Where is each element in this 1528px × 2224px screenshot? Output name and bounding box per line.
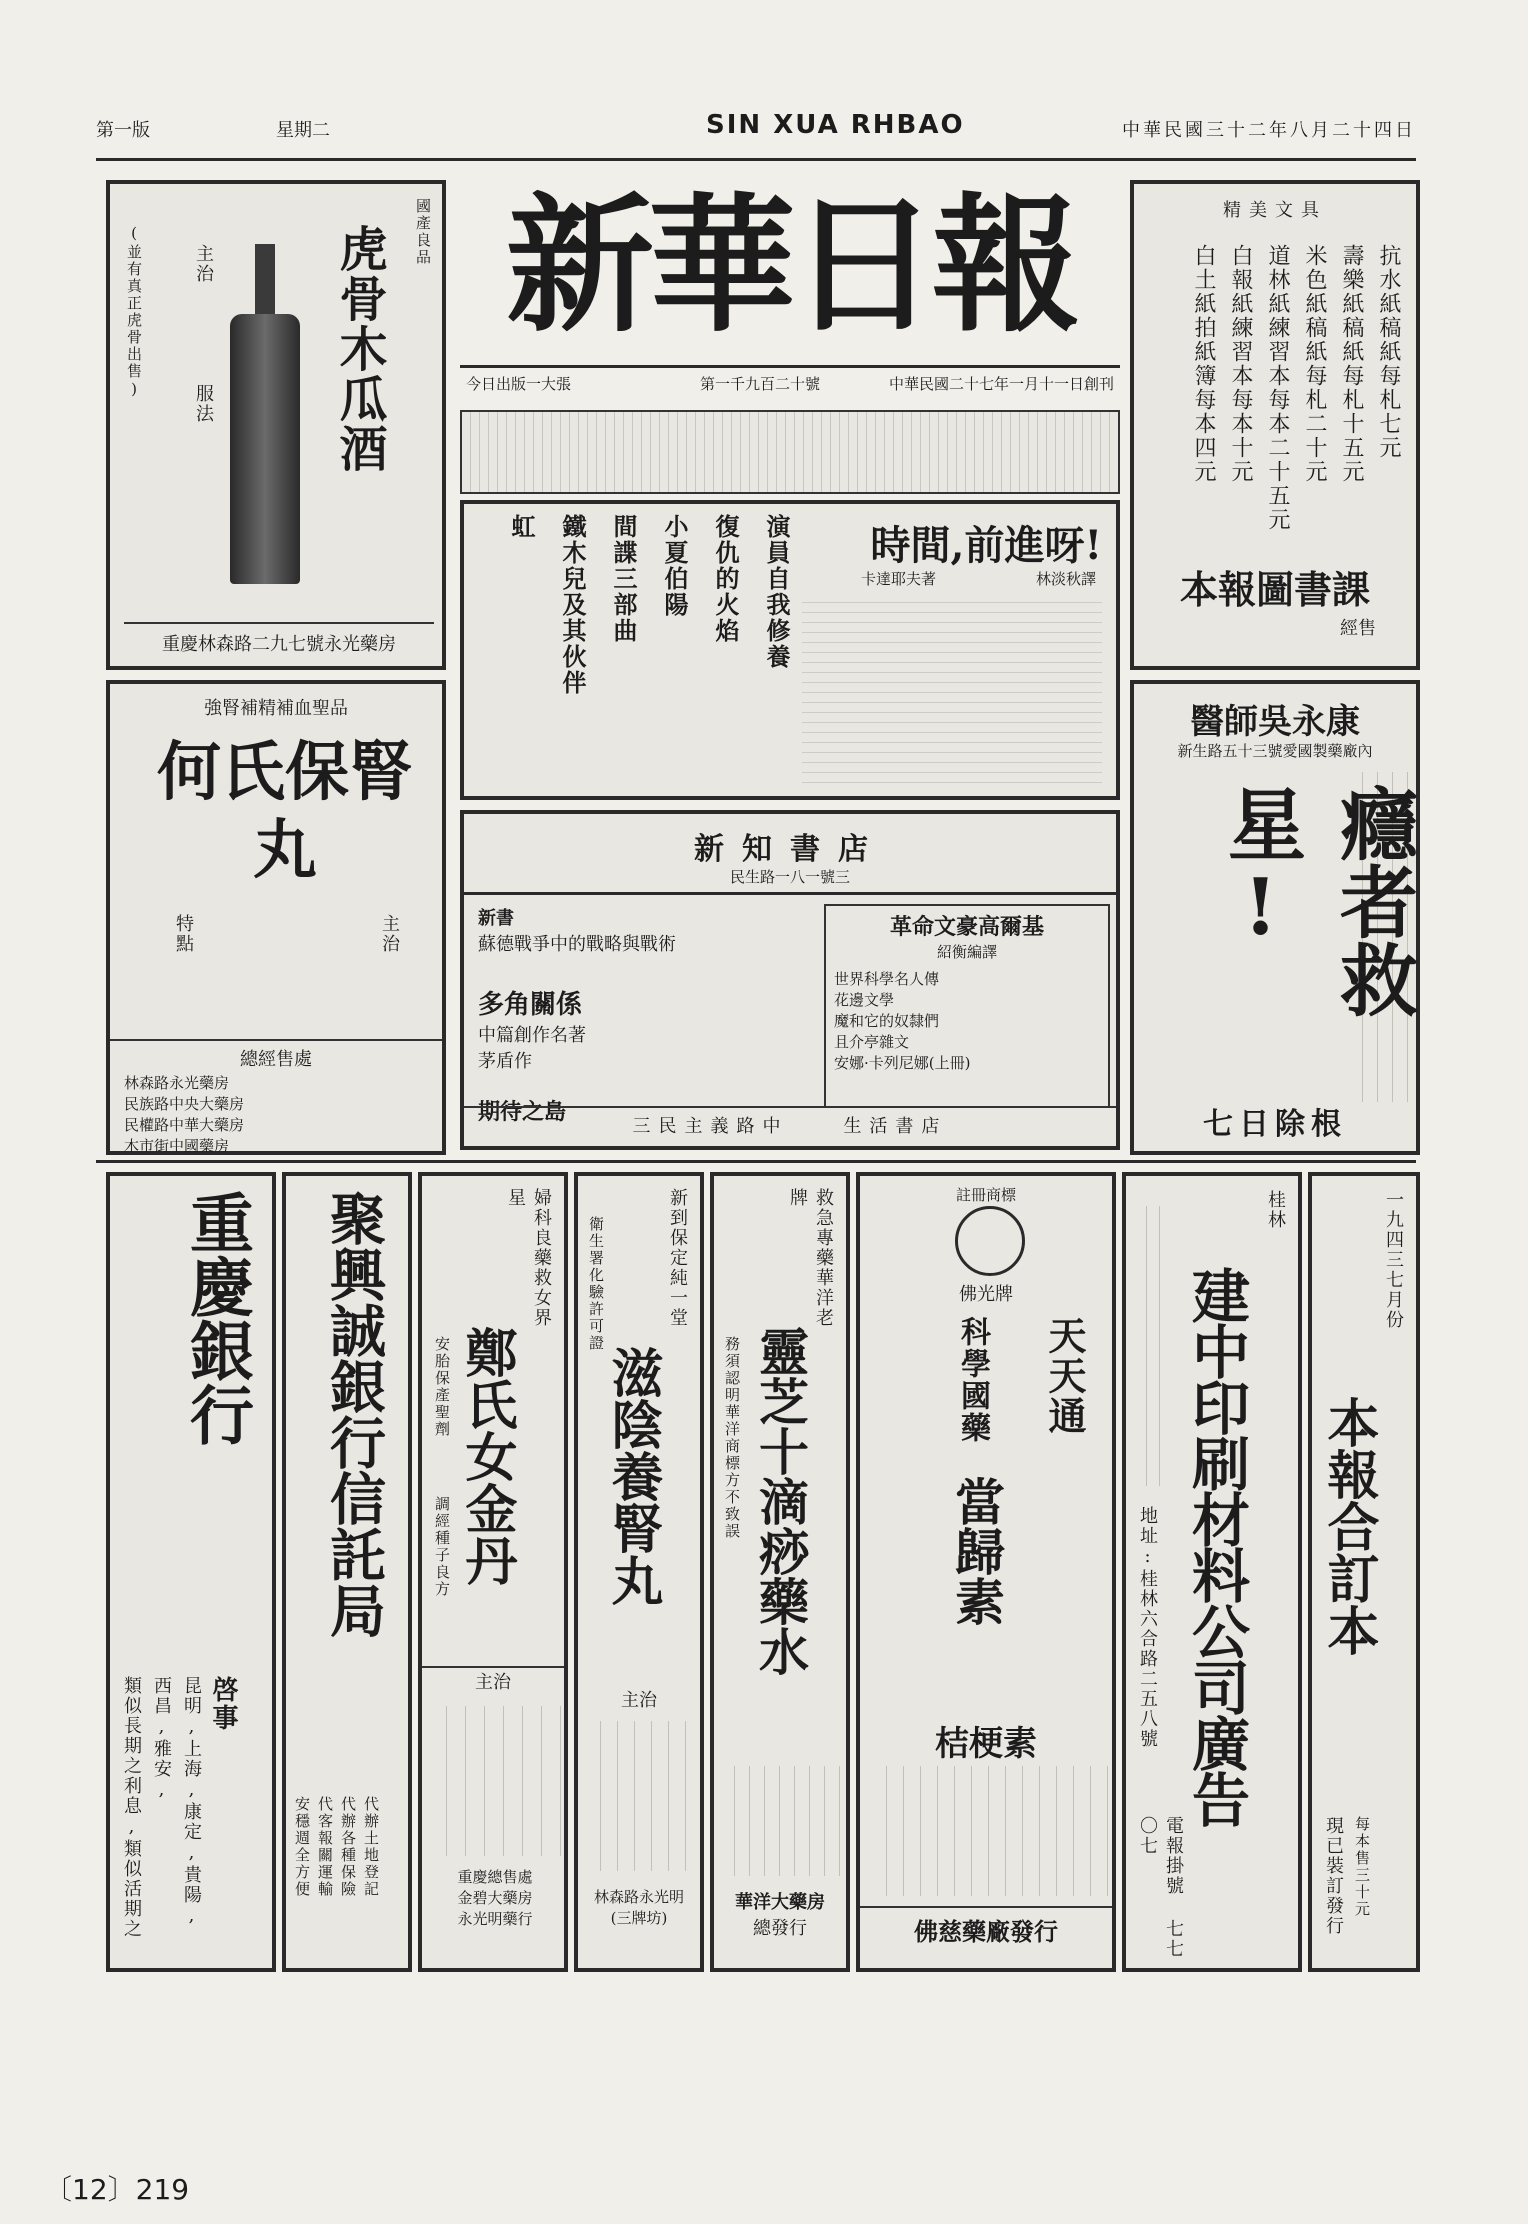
times-translator: 林淡秋譯 [1035,570,1096,588]
bank1-line: 西昌,雅安, [151,1676,172,1802]
doctor-address: 新生路五十三號愛國製藥廠內 [1177,742,1373,760]
pill4-product3: 桔梗素 [935,1724,1037,1764]
stationery-note: 經售 [1340,618,1376,639]
masthead-subline-right: 今日出版一大張 [466,375,572,393]
pill1-product: 鄭氏女金丹 [456,1326,517,1586]
bank2-line: 代客報關運輸 [316,1796,334,1898]
bank2-line: 安穩週全方便 [293,1796,311,1898]
stationery-item: 白土紙拍紙簿每本四元 [1191,244,1216,484]
new-books-label: 新書 [478,908,514,929]
outlet-item: 民權路中華大藥房 [124,1116,245,1134]
printing-phone: 電報掛號 七七〇七 [1137,1816,1184,1959]
bound-title: 本報合訂本 [1318,1396,1379,1656]
sun-logo-icon [955,1206,1025,1276]
stationery-item: 壽樂紙稿紙每札十五元 [1339,244,1364,484]
wine-product: 虎骨木瓜酒 [331,224,387,474]
bound-volume-ad [1308,1172,1420,1972]
pill3-body [720,1766,844,1876]
book-title: 虹 [507,514,536,540]
publisher-book: 期待之島 [478,1099,567,1125]
bank1-line: 昆明,上海,康定,貴陽, [181,1676,202,1928]
revolution-list [834,968,1100,1073]
stationery-item: 道林紙練習本每本二十五元 [1265,244,1290,532]
revolution-books [824,904,1110,1108]
bank2-ad [282,1172,412,1972]
book-title: 鐵木兒及其伙伴 [558,514,587,696]
pill1-outlet: 金碧大藥房 [457,1889,533,1907]
masthead-subline-mid: 第一千九百二十號 [700,375,821,393]
pill3-outlet: 華洋大藥房 [735,1892,825,1913]
page-index: 〔12〕219 [44,2173,190,2206]
stationery-header: 精美文具 [1223,200,1327,221]
bound-note: 現已裝訂發行 [1323,1816,1344,1936]
romanized-title: SIN XUA RHBAO [706,110,965,140]
pill4-outlet: 佛慈藥廠發行 [860,1906,1112,1947]
pill3-product: 靈芝十滴痧藥水 [751,1326,810,1676]
bound-price: 每本售三十元 [1353,1816,1371,1918]
pill4-brand: 佛光牌 [959,1284,1013,1305]
pill1-tag: 安胎保產聖劑 [433,1336,451,1438]
bank2-lines [292,1796,382,1966]
book-title: 演員自我修養 [762,514,791,670]
bank1-lines [118,1676,204,1966]
outlet-item: 木市街中國藥房 [124,1137,230,1155]
bank2-line: 代辦土地登記 [362,1796,380,1898]
pill4-product2: 當歸素 [947,1476,1006,1626]
bound-date: 一九四三七月份 [1383,1190,1404,1330]
wine-brand: 國產良品 [414,198,432,266]
masthead-notice-strip [460,410,1120,494]
pill4-body [870,1766,1110,1896]
pill1-tag: 調經種子良方 [433,1496,451,1598]
revolution-item: 世界科學名人傳 [834,970,940,988]
pill1-main-label: 主治 [422,1666,564,1694]
publisher-name: 新知書店 [694,832,886,867]
revolution-item: 花邊文學 [834,991,895,1009]
bank1-line: 類似長期之利息,類似活期之 [121,1676,142,1939]
stationery-item: 米色紙稿紙每札二十元 [1302,244,1327,484]
kidney-main-label: 主治 [379,914,400,954]
kidney-product: 何氏保腎丸 [157,735,413,888]
pill2-ad [574,1172,704,1972]
pill4-ad [856,1172,1116,1972]
stationery-item: 抗水紙稿紙每札七元 [1376,244,1401,460]
pill2-outlet: (三牌坊) [610,1909,668,1927]
stationery-item: 白報紙練習本每本十元 [1228,244,1253,484]
doctor-slogan: 癮者救星! [1215,784,1418,1018]
pill1-ad [418,1172,568,1972]
pill4-science: 科學國藥 [955,1316,990,1444]
printing-city: 桂林 [1265,1190,1286,1230]
publisher-book: 中篇創作名著 [478,1025,586,1046]
pill1-outlets [428,1866,562,1929]
pill3-ad [710,1172,850,1972]
lower-rule [96,1160,1416,1163]
bank1-sub: 啓事 [208,1676,238,1732]
printing-address: 地址:桂林六合路二五八號 [1137,1506,1158,1749]
printing-body [1134,1206,1162,1486]
doctor-ad [1130,680,1420,1155]
pill3-tagline: 救急專藥華洋老牌 [787,1188,834,1328]
wine-address: 重慶林森路二九七號永光藥房 [124,622,434,656]
pill2-cert: 衛生署化驗許可證 [587,1216,605,1352]
bank2-name: 聚興誠銀行信託局 [321,1190,387,1638]
pill4-tag: 註冊商標 [955,1186,1016,1204]
top-rule [96,158,1416,161]
book-title: 小夏伯陽 [660,514,689,618]
footer-store: 生活書店 [843,1116,948,1137]
times-title: 時間,前進呀! [870,522,1102,569]
stationery-seller: 本報圖書課 [1179,567,1370,612]
printing-ad [1122,1172,1302,1972]
bank1-ad [106,1172,276,1972]
outlet-item: 林森路永光藥房 [124,1074,230,1092]
book-titles [474,514,794,794]
kidney-ad [106,680,446,1155]
pill1-outlet: 永光明藥行 [457,1910,533,1928]
masthead-rule [460,365,1120,368]
pill1-outlet: 重慶總售處 [457,1868,533,1886]
publisher-book: 蘇德戰爭中的戰略與戰術 [478,934,676,955]
pill2-tagline: 新到保定純一堂 [667,1188,688,1328]
wine-main-label: 主治 [193,244,214,284]
page-number: 第一版 [96,120,150,141]
pill2-product: 滋陰養腎丸 [602,1346,663,1606]
revolution-sub: 紹衡編譯 [936,943,997,961]
revolution-item: 安娜·卡列尼娜(上冊) [834,1054,971,1072]
footer-address: 三民主義路中 [632,1116,789,1137]
pill1-symptoms [428,1706,562,1856]
masthead-title: 新華日報 [506,178,1074,352]
bottle-illustration [230,244,300,584]
publisher-book: 多角關係 [478,990,583,1020]
publisher-books [478,904,808,1126]
publisher-footer [464,1106,1116,1138]
pill2-main-label: 主治 [621,1690,657,1711]
wine-ad [106,180,446,670]
masthead-subline-left: 中華民國二十七年一月十一日創刊 [888,375,1114,393]
outlet-item: 民族路中央大藥房 [124,1095,245,1113]
masthead [460,175,1120,405]
revolution-header: 革命文豪高爾基 [889,914,1044,940]
stationery-ad [1130,180,1420,670]
publisher-ad [460,810,1120,1150]
revolution-item: 魔和它的奴隸們 [834,1012,940,1030]
kidney-outlets-label: 總經售處 [110,1039,442,1071]
kidney-tagline: 強腎補精補血聖品 [204,698,348,719]
book-title: 間諜三部曲 [609,514,638,644]
doctor-footer: 七日除根 [1203,1107,1347,1142]
pill3-outlet: 總發行 [753,1918,807,1939]
pill4-product1: 天天通 [1042,1316,1087,1436]
pill1-tagline: 婦科良藥救女界星 [505,1188,552,1328]
doctor-name: 醫師吳永康 [1190,702,1360,742]
wine-note: (並有真正虎骨出售) [125,224,143,400]
publisher-rule [464,892,1116,895]
times-review-text [802,596,1102,792]
revolution-item: 且介亭雜文 [834,1033,910,1051]
publisher-address: 民生路一八一號三 [729,868,850,886]
times-author: 卡達耶夫著 [860,570,936,588]
issue-date: 中華民國三十二年八月二十四日 [1122,120,1416,141]
pill2-outlet: 林森路永光明 [593,1888,684,1906]
book-title: 復仇的火焰 [711,514,740,644]
weekday: 星期二 [276,120,330,141]
bank2-line: 代辦各種保險 [339,1796,357,1898]
bank1-name: 重慶銀行 [179,1190,254,1446]
book-column [460,500,1120,800]
pill3-note: 務須認明華洋商標方不致誤 [723,1336,741,1540]
kidney-feature-label: 特點 [173,914,194,954]
stationery-list [1188,244,1404,544]
pill3-outlets [714,1888,846,1940]
wine-usage-label: 服法 [193,384,214,424]
kidney-outlets [124,1072,434,1156]
publisher-author: 茅盾作 [478,1051,532,1072]
printing-name: 建中印刷材料公司廣告 [1182,1266,1250,1826]
pill2-outlets [578,1886,700,1928]
pill2-symptoms [584,1721,698,1871]
top-strip [96,108,1416,154]
